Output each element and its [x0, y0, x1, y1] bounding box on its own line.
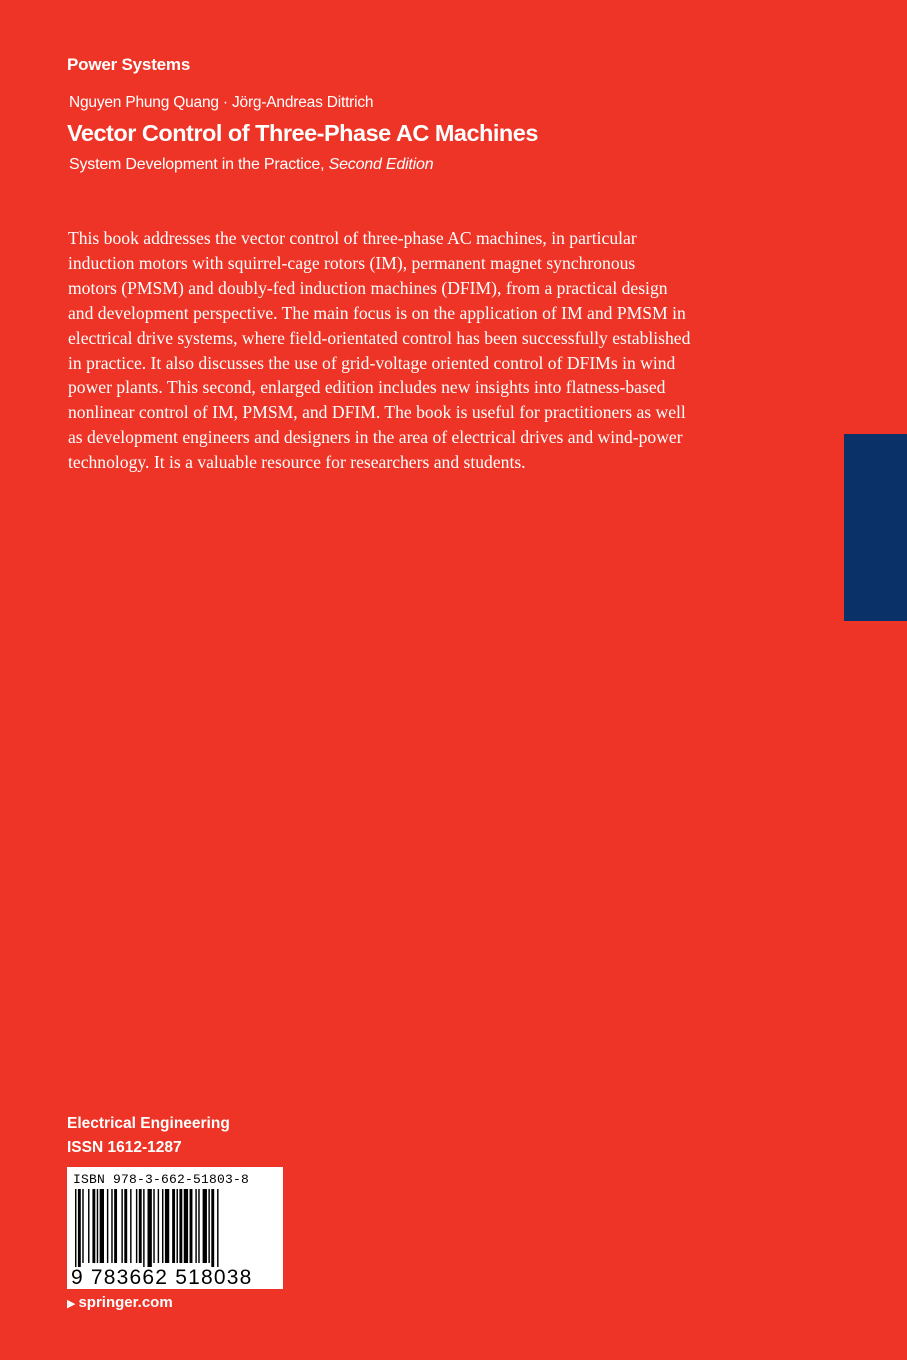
blue-spine-tab — [844, 434, 907, 621]
barcode-bar — [217, 1189, 218, 1267]
barcode-bar — [107, 1189, 108, 1263]
series-name: Power Systems — [67, 55, 191, 74]
description-line: motors (PMSM) and doubly-fed induction machines (DFIM), from a practical design — [68, 277, 668, 298]
book-subtitle — [69, 156, 433, 174]
barcode-bar — [88, 1189, 89, 1263]
description-line: nonlinear control of IM, PMSM, and DFIM. The book is useful for practitioners as well — [68, 402, 686, 423]
description-line: This book addresses the vector control of three-phase AC machines, in particular — [68, 228, 637, 248]
barcode-bar — [136, 1189, 137, 1263]
barcode-bar — [165, 1189, 169, 1263]
barcode — [67, 1167, 283, 1289]
barcode-bar — [75, 1189, 76, 1267]
barcode-bar — [203, 1189, 207, 1263]
barcode-bar — [78, 1189, 81, 1267]
barcode-bar — [124, 1189, 127, 1263]
subject-category: Electrical Engineering — [67, 1115, 230, 1132]
subject-block — [67, 1112, 230, 1160]
publisher-link — [67, 1294, 173, 1311]
publisher-url: springer.com — [78, 1294, 173, 1311]
barcode-bar — [177, 1189, 178, 1263]
barcode-bar — [195, 1189, 196, 1263]
issn: ISSN 1612-1287 — [67, 1139, 182, 1156]
barcode-bar — [143, 1189, 144, 1267]
description-line: in practice. It also discusses the use of grid-voltage oriented control of DFIMs in wind — [68, 352, 676, 373]
barcode-bar — [190, 1189, 193, 1263]
barcode-bars — [75, 1189, 275, 1267]
barcode-bar — [172, 1189, 175, 1263]
description-line: induction motors with squirrel-cage rotors (IM), permanent magnet synchronous — [68, 252, 636, 273]
barcode-bar — [153, 1189, 154, 1263]
triangle-arrow-icon: ▶ — [67, 1298, 76, 1310]
ean-digits: 9 783662 518038 — [71, 1266, 253, 1289]
barcode-bar — [162, 1189, 163, 1263]
barcode-bar — [184, 1189, 188, 1263]
barcode-bar — [111, 1189, 112, 1263]
description-line: as development engineers and designers in the area of electrical drives and wind-power — [68, 427, 683, 448]
book-title: Vector Control of Three-Phase AC Machines — [67, 120, 538, 146]
description-line: power plants. This second, enlarged edition includes new insights into flatness-based — [68, 377, 666, 398]
description-line: and development perspective. The main focus is on the application of IM and PMSM in — [68, 302, 686, 323]
barcode-bar — [198, 1189, 199, 1263]
barcode-bar — [139, 1189, 142, 1263]
subtitle-edition: Second Edition — [328, 156, 434, 173]
barcode-bar — [92, 1189, 95, 1263]
barcode-bar — [121, 1189, 122, 1263]
barcode-bar — [158, 1189, 159, 1263]
isbn-label: ISBN 978-3-662-51803-8 — [73, 1172, 250, 1187]
barcode-bar — [82, 1189, 83, 1263]
authors: Nguyen Phung Quang · Jörg-Andreas Dittrich — [69, 94, 374, 111]
description-line: electrical drive systems, where field-orientated control has been successfully established — [68, 327, 691, 348]
book-description — [68, 226, 758, 475]
barcode-bar — [211, 1189, 214, 1267]
barcode-bar — [114, 1189, 117, 1263]
subtitle-main: System Development in the Practice, — [69, 156, 329, 173]
barcode-bar — [208, 1189, 209, 1263]
barcode-bar — [179, 1189, 182, 1263]
barcode-bar — [148, 1189, 152, 1267]
barcode-bar — [100, 1189, 104, 1263]
barcode-bar — [130, 1189, 131, 1263]
barcode-bar — [97, 1189, 98, 1263]
description-line: technology. It is a valuable resource for researchers and students. — [68, 452, 526, 473]
